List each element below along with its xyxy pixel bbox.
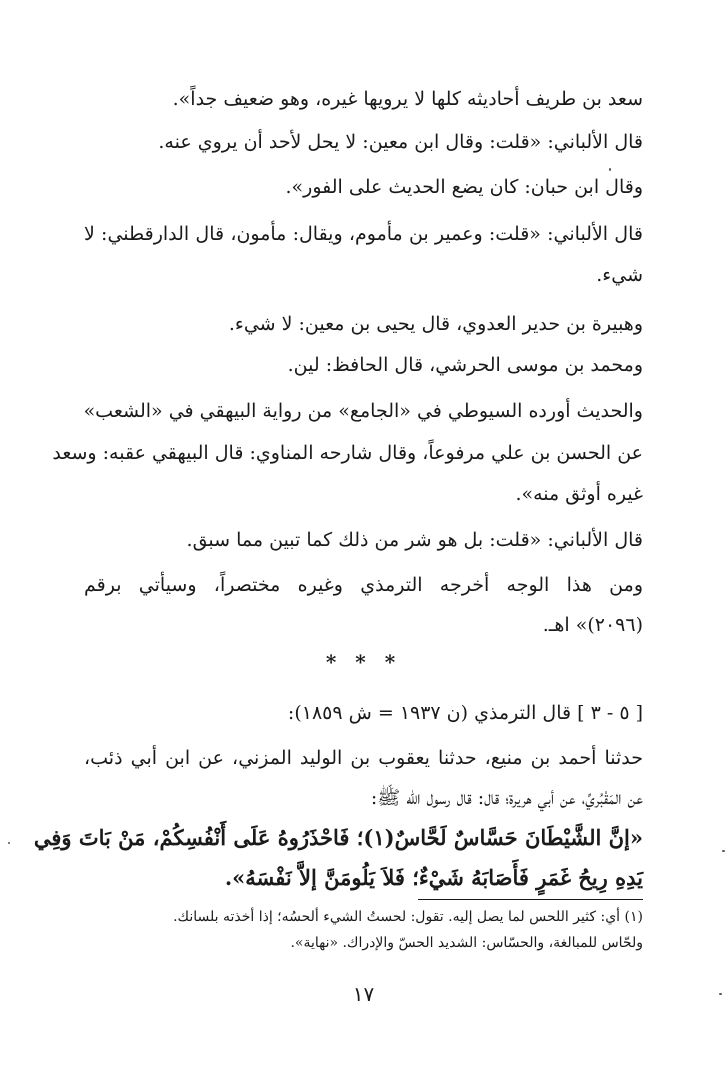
body-line: ومن هذا الوجه أخرجه الترمذي وغيره مختصراً، وسيأتي برقم [84,574,643,596]
body-line: شيء. [596,264,643,286]
hadith-text-line: «إنَّ الشَّيْطَانَ حَسَّاسٌ لَحَّاسٌ(١)؛ فَاحْذَرُوهُ عَلَى أَنْفُسِكُمْ، مَنْ بَاتَ وَفِي [33,825,643,850]
isnad-line: حدثنا أحمد بن منيع، حدثنا يعقوب بن الوليد المزني، عن ابن أبي ذئب، [84,747,643,769]
hadith-text-line: يَدِهِ رِيحُ غَمَرٍ فَأَصَابَهُ شَيْءٌ؛ فَلاَ يَلُومَنَّ إلاَّ نَفْسَهُ». [224,865,643,890]
isnad-line: عن المَقْبُريِّ، عن أبي هريرة؛ قال: قال رسول الله ﷺ: [370,787,643,809]
footnote-rule [418,899,643,900]
scan-speck [609,168,611,171]
body-line: (٢٠٩٦)» اهـ. [542,614,643,636]
footnote-line: ولحّاس للمبالغة، والحسّاس: الشديد الحسّ والإدراك. «نهاية». [290,935,643,951]
body-line: سعد بن طريف أحاديثه كلها لا يرويها غيره، وهو ضعيف جداً». [172,88,643,110]
footnote-line: (١) أي: كثير اللحس لما يصل إليه. تقول: لحستُ الشيء ألحسُه؛ إذا أخذته بلسانك. [173,909,643,925]
body-line: ومحمد بن موسى الحرشي، قال الحافظ: لين. [287,354,643,376]
body-line: قال الألباني: «قلت: وقال ابن معين: لا يحل لأحد أن يروي عنه. [158,131,643,153]
section-heading: [ ٥ - ٣ ] قال الترمذي (ن ١٩٣٧ = ش ١٨٥٩): [287,702,643,724]
body-line: غيره أوثق منه». [515,483,643,505]
scan-speck [719,993,722,995]
body-line: والحديث أورده السيوطي في «الجامع» من رواية البيهقي في «الشعب» [83,400,643,422]
body-line: وهبيرة بن حدير العدوي، قال يحيى بن معين: لا شيء. [228,313,643,335]
body-line: عن الحسن بن علي مرفوعاً، وقال شارحه المناوي: قال البيهقي عقبه: وسعد [52,442,643,464]
page-number: ١٧ [352,982,375,1006]
body-line: قال الألباني: «قلت: بل هو شر من ذلك كما تبين مما سبق. [186,529,643,551]
scan-speck [722,850,725,852]
section-separator: * * * [325,650,402,674]
scan-speck [8,842,10,844]
body-line: قال الألباني: «قلت: وعمير بن مأموم، ويقال: مأمون، قال الدارقطني: لا [84,223,643,245]
body-line: وقال ابن حبان: كان يضع الحديث على الفور». [285,176,643,198]
